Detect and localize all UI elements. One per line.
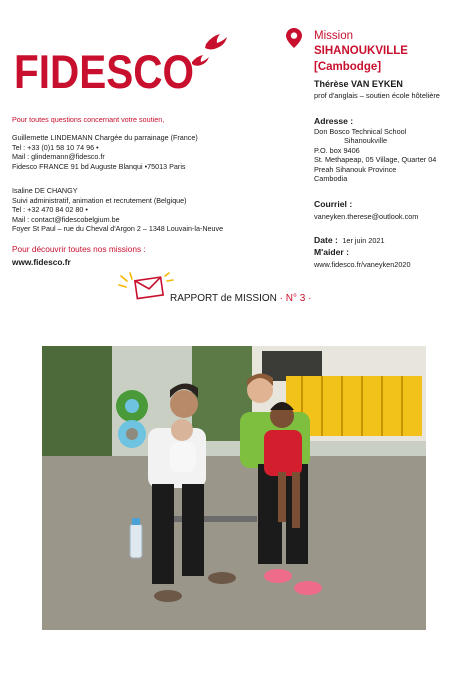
address-line: P.O. box 9406 — [314, 145, 360, 155]
contact-intro: Pour toutes questions concernant votre soutien, — [12, 115, 165, 124]
belgium-contact — [12, 186, 223, 234]
address-line: Sihanoukville — [344, 136, 387, 146]
mission-photo — [42, 346, 426, 630]
address-heading: Adresse : — [314, 116, 354, 126]
belgium-contact-phone: Tel : +32 470 84 02 80 • — [12, 205, 88, 215]
address-line: Don Bosco Technical School — [314, 127, 407, 136]
address-line: St. Methapeap, 05 Village, Quarter 04 — [314, 155, 437, 165]
france-contact-phone: Tel : +33 (0)1 58 10 74 96 • — [12, 142, 99, 152]
belgium-contact-mail[interactable]: Mail : contact@fidescobelgium.be — [12, 214, 120, 224]
belgium-contact-name: Isaline DE CHANGY — [12, 186, 78, 195]
belgium-contact-address: Foyer St Paul – rue du Cheval d'Argon 2 – 1348 Louvain-la-Neuve — [12, 224, 224, 234]
mission-city: SIHANOUKVILLE — [314, 45, 408, 57]
location-pin-icon — [286, 28, 302, 48]
belgium-contact-role: Suivi administratif, animation et recrutement (Belgique) — [12, 195, 187, 205]
france-contact-mail[interactable]: Mail : glindemann@fidesco.fr — [12, 152, 105, 162]
mission-country: [Cambodge] — [314, 61, 382, 73]
site-link[interactable]: www.fidesco.fr — [12, 257, 71, 267]
mission-label: Mission — [314, 30, 353, 42]
volunteer-role: prof d'anglais – soutien école hôtelière — [314, 91, 440, 100]
france-contact-name: Guillemette LINDEMANN Chargée du parrainage (France) — [12, 133, 198, 142]
report-title-prefix: RAPPORT de MISSION — [170, 293, 277, 304]
fidesco-logo — [14, 30, 236, 98]
email-value[interactable]: vaneyken.therese@outlook.com — [314, 212, 419, 221]
date-row — [314, 230, 385, 248]
missions-heading: Pour découvrir toutes nos missions : — [12, 244, 146, 254]
report-title: RAPPORT de MISSION · N° 3 · — [170, 293, 312, 304]
logo-text: FIDESCO — [14, 45, 194, 98]
date-heading: Date : — [314, 235, 338, 245]
help-heading: M'aider : — [314, 247, 349, 257]
france-contact — [12, 133, 198, 171]
report-number: N° 3 — [285, 293, 306, 304]
date-value: 1er juin 2021 — [342, 236, 385, 245]
email-heading: Courriel : — [314, 199, 353, 209]
volunteer-name: Thérèse VAN EYKEN — [314, 79, 403, 89]
address-block — [314, 127, 436, 183]
france-contact-address: Fidesco FRANCE 91 bd Auguste Blanqui •75013 Paris — [12, 161, 186, 171]
envelope-icon — [117, 272, 175, 302]
dove-icon — [192, 34, 227, 66]
address-line: Cambodia — [314, 174, 348, 184]
address-line: Preah Sihanouk Province — [314, 164, 397, 174]
help-link[interactable]: www.fidesco.fr/vaneyken2020 — [314, 260, 411, 269]
